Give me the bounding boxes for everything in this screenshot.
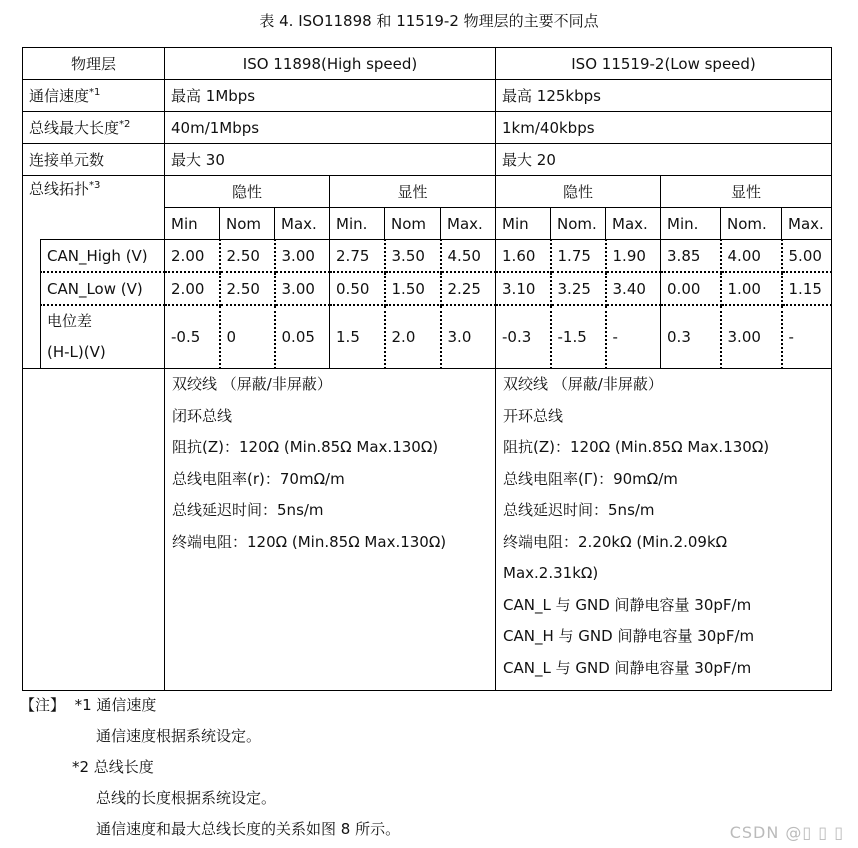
ls-property-8: CAN_H 与 GND 间静电容量 30pF/m <box>503 627 755 645</box>
ls-property-9: CAN_L 与 GND 间静电容量 30pF/m <box>503 658 752 677</box>
notes-prefix: 【注】 <box>20 696 66 714</box>
note2-text1: 总线的长度根据系统设定。 <box>96 789 277 807</box>
diff-value-6: -0.3 <box>496 305 551 369</box>
indent-cell <box>23 240 41 273</box>
can-high-value-0: 2.00 <box>165 240 220 273</box>
diff-value-8: - <box>606 305 661 369</box>
ls-property-6: Max.2.31kΩ) <box>503 564 599 582</box>
sub-header-5: Max. <box>441 208 496 240</box>
diff-value-1: 0 <box>220 305 275 369</box>
hs-property-0: 双绞线 （屏蔽/非屏蔽） <box>172 375 332 393</box>
ls-property-1: 开环总线 <box>503 406 564 425</box>
diff-value-11: - <box>782 305 832 369</box>
sub-header-1: Nom <box>220 208 275 240</box>
can-high-value-2: 3.00 <box>275 240 330 273</box>
can-low-value-4: 1.50 <box>385 272 441 305</box>
can-low-value-9: 0.00 <box>661 272 721 305</box>
properties-row <box>23 369 832 691</box>
diff-value-7: -1.5 <box>551 305 606 369</box>
header-high-speed: ISO 11898(High speed) <box>165 48 496 80</box>
can-high-value-11: 5.00 <box>782 240 832 273</box>
ls-properties <box>496 369 832 691</box>
can-low-value-2: 3.00 <box>275 272 330 305</box>
notes <box>20 690 400 845</box>
can-high-value-3: 2.75 <box>330 240 385 273</box>
note1-title: *1 通信速度 <box>74 696 157 714</box>
table-caption: 表 4. ISO11898 和 11519-2 物理层的主要不同点 <box>259 12 599 30</box>
can-high-value-5: 4.50 <box>441 240 496 273</box>
sub-header-8: Max. <box>606 208 661 240</box>
note2-title: *2 总线长度 <box>72 758 154 776</box>
can-high-value-6: 1.60 <box>496 240 551 273</box>
sub-header-11: Max. <box>782 208 832 240</box>
sub-header-9: Min. <box>661 208 721 240</box>
sub-header-10: Nom. <box>721 208 782 240</box>
hs-dominant: 显性 <box>330 176 496 208</box>
diff-value-10: 3.00 <box>721 305 782 369</box>
note2-text2: 通信速度和最大总线长度的关系如图 8 所示。 <box>96 820 401 838</box>
can-low-row <box>23 272 832 305</box>
can-low-value-7: 3.25 <box>551 272 606 305</box>
header-low-speed: ISO 11519-2(Low speed) <box>496 48 832 80</box>
ls-property-2: 阻抗(Z)：120Ω (Min.85Ω Max.130Ω) <box>503 438 770 456</box>
diff-label: 电位差 (H-L)(V) <box>41 305 165 369</box>
can-high-value-7: 1.75 <box>551 240 606 273</box>
speed-label: 通信速度$^{*1}$ <box>23 80 165 112</box>
diff-value-4: 2.0 <box>385 305 441 369</box>
sub-header-0: Min <box>165 208 220 240</box>
can-high-value-1: 2.50 <box>220 240 275 273</box>
can-low-value-1: 2.50 <box>220 272 275 305</box>
ls-property-7: CAN_L 与 GND 间静电容量 30pF/m <box>503 595 752 614</box>
topology-level-row <box>23 176 832 208</box>
diff-value-2: 0.05 <box>275 305 330 369</box>
watermark: CSDN @▯ ▯ ▯ <box>729 823 844 842</box>
can-high-value-9: 3.85 <box>661 240 721 273</box>
header-row <box>23 48 832 80</box>
sub-header-3: Min. <box>330 208 385 240</box>
diff-row <box>23 305 832 369</box>
sub-header-4: Nom <box>385 208 441 240</box>
ls-property-5: 终端电阻：2.20kΩ (Min.2.09kΩ <box>503 532 728 551</box>
diff-value-3: 1.5 <box>330 305 385 369</box>
hs-property-1: 闭环总线 <box>172 406 233 425</box>
diff-value-9: 0.3 <box>661 305 721 369</box>
speed-hs: 最高 1Mbps <box>165 80 496 112</box>
ls-dominant: 显性 <box>661 176 832 208</box>
length-row <box>23 112 832 144</box>
ls-recessive: 隐性 <box>496 176 661 208</box>
can-low-value-3: 0.50 <box>330 272 385 305</box>
physical-layer-table <box>22 47 832 691</box>
hs-properties <box>165 369 496 691</box>
can-high-value-10: 4.00 <box>721 240 782 273</box>
units-label: 连接单元数 <box>23 144 165 176</box>
can-high-label: CAN_High (V) <box>41 240 165 273</box>
indent-cell <box>23 272 41 305</box>
length-ls: 1km/40kbps <box>496 112 832 144</box>
hs-property-2: 阻抗(Z)：120Ω (Min.85Ω Max.130Ω) <box>172 438 439 456</box>
units-ls: 最大 20 <box>496 144 832 176</box>
speed-row <box>23 80 832 112</box>
can-low-label: CAN_Low (V) <box>41 272 165 305</box>
ls-property-3: 总线电阻率(Γ)：90mΩ/m <box>503 469 678 488</box>
sub-header-6: Min <box>496 208 551 240</box>
units-hs: 最大 30 <box>165 144 496 176</box>
ls-property-4: 总线延迟时间：5ns/m <box>503 501 655 519</box>
units-row <box>23 144 832 176</box>
hs-recessive: 隐性 <box>165 176 330 208</box>
ls-property-0: 双绞线 （屏蔽/非屏蔽） <box>503 375 663 393</box>
can-high-value-8: 1.90 <box>606 240 661 273</box>
sub-header-7: Nom. <box>551 208 606 240</box>
header-physical-layer: 物理层 <box>23 48 165 80</box>
length-label: 总线最大长度$^{*2}$ <box>23 112 165 144</box>
properties-empty <box>23 369 165 691</box>
can-low-value-10: 1.00 <box>721 272 782 305</box>
diff-value-0: -0.5 <box>165 305 220 369</box>
hs-property-4: 总线延迟时间：5ns/m <box>172 501 324 519</box>
length-hs: 40m/1Mbps <box>165 112 496 144</box>
speed-ls: 最高 125kbps <box>496 80 832 112</box>
diff-value-5: 3.0 <box>441 305 496 369</box>
hs-property-5: 终端电阻：120Ω (Min.85Ω Max.130Ω) <box>172 532 447 551</box>
indent-cell <box>23 305 41 369</box>
topology-label: 总线拓扑$^{*3}$ <box>23 176 165 240</box>
can-low-value-0: 2.00 <box>165 272 220 305</box>
can-high-row <box>23 240 832 273</box>
can-low-value-11: 1.15 <box>782 272 832 305</box>
can-low-value-5: 2.25 <box>441 272 496 305</box>
can-low-value-6: 3.10 <box>496 272 551 305</box>
can-low-value-8: 3.40 <box>606 272 661 305</box>
hs-property-3: 总线电阻率(r)：70mΩ/m <box>172 469 345 488</box>
can-high-value-4: 3.50 <box>385 240 441 273</box>
sub-header-2: Max. <box>275 208 330 240</box>
note1-text: 通信速度根据系统设定。 <box>96 727 262 745</box>
